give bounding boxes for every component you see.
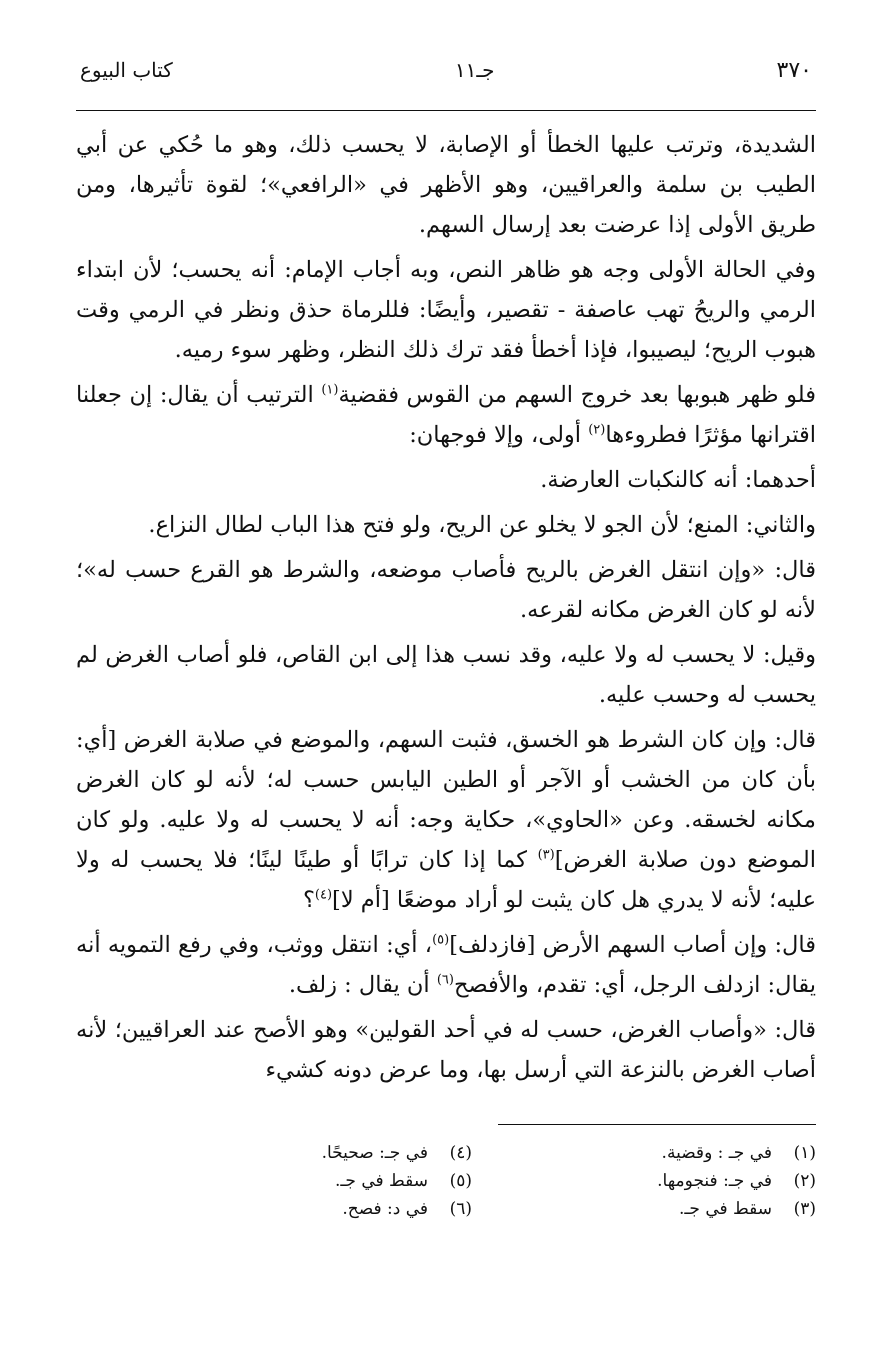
header-rule — [76, 110, 816, 111]
footnote — [546, 1167, 816, 1195]
paragraph-text: قال: «وأصاب الغرض، حسب له في أحد القولين» وهو الأصح عند العراقيين؛ لأنه أصاب الغرض بالنزعة التي أرسل بها، وما عرض دونه كشيء — [76, 1017, 816, 1083]
footnote — [546, 1195, 816, 1223]
paragraph-text: كما إذا كان ترابًا أو طينًا لينًا؛ فلا يحسب له ولا عليه؛ لأنه لا يدري هل كان يثبت لو أراد موضعًا [أم لا] — [76, 847, 816, 913]
paragraph-text: أن يقال : زلف. — [288, 972, 437, 998]
paragraph-text: أولى، وإلا فوجهان: — [409, 422, 589, 448]
footnote — [546, 1139, 816, 1167]
paragraph-text: وفي الحالة الأولى وجه هو ظاهر النص، وبه أجاب الإمام: أنه يحسب؛ لأن ابتداء الرمي والريحُ تهب عاصفة - تقصير، وأيضًا: فللرماة حذق ونظر في الرمي وقت هبوب الريح؛ ليصيبوا، فإذا أخطأ فقد ترك ذلك النظر، وظهر سوء رميه. — [76, 257, 816, 363]
paragraph-text: ؟ — [302, 887, 315, 913]
paragraph — [76, 635, 816, 715]
footnote-ref: (٣) — [537, 847, 555, 863]
paragraph-text: والثاني: المنع؛ لأن الجو لا يخلو عن الريح، ولو فتح هذا الباب لطال النزاع. — [148, 512, 816, 538]
paragraph — [76, 125, 816, 245]
footnote-text: في جـ : وقضية. — [661, 1143, 772, 1163]
paragraph — [76, 505, 816, 545]
footnote-number: (٦) — [449, 1199, 472, 1219]
footnote-text: في جـ: فنجومها. — [657, 1171, 772, 1191]
footnote — [202, 1195, 472, 1223]
footnote-column — [546, 1139, 816, 1223]
footnote-ref: (٤) — [314, 887, 333, 903]
footnote-text: سقط في جـ. — [335, 1171, 428, 1191]
paragraph-text: فلو ظهر هبوبها بعد خروج السهم من القوس فقضية — [338, 382, 816, 408]
footnote-number: (٤) — [449, 1143, 472, 1163]
footnote-text: سقط في جـ. — [679, 1199, 772, 1219]
paragraph — [76, 460, 816, 500]
paragraph-text: قال: «وإن انتقل الغرض بالريح فأصاب موضعه، والشرط هو القرع حسب له»؛ لأنه لو كان الغرض مكانه لقرعه. — [76, 557, 816, 623]
footnote-number: (١) — [793, 1143, 816, 1163]
paragraph — [76, 550, 816, 630]
page-number: ٣٧٠ — [776, 58, 812, 83]
paragraph-text: الشديدة، وترتب عليها الخطأ أو الإصابة، لا يحسب ذلك، وهو ما حُكي عن أبي الطيب بن سلمة والعراقيين، وهو الأظهر في «الرافعي»؛ لقوة تأثيرها، ومن طريق الأولى إذا عرضت بعد إرسال السهم. — [76, 132, 816, 238]
running-head — [76, 58, 816, 98]
footnote-column — [202, 1139, 472, 1223]
footnote-text: في جـ: صحيحًا. — [321, 1143, 428, 1163]
footnote-text: في د: فصح. — [342, 1199, 428, 1219]
footnotes — [76, 1139, 816, 1223]
main-text — [76, 125, 816, 1090]
paragraph — [76, 1010, 816, 1090]
paragraph-text: وقيل: لا يحسب له ولا عليه، وقد نسب هذا إلى ابن القاص، فلو أصاب الغرض لم يحسب له وحسب عليه. — [76, 642, 816, 708]
book-title: كتاب البيوع — [80, 58, 173, 82]
paragraph-text: ، أي: انتقل ووثب، وفي رفع التمويه أنه يقال: ازدلف الرجل، أي: تقدم، والأفصح — [76, 932, 816, 998]
footnote-ref: (١) — [321, 382, 339, 398]
footnote-ref: (٥) — [432, 932, 450, 948]
paragraph — [76, 375, 816, 455]
volume-label: جـ١١ — [454, 58, 495, 82]
footnote-rule — [498, 1124, 816, 1125]
paragraph-text: قال: وإن كان الشرط هو الخسق، فثبت السهم، والموضع في صلابة الغرض [أي: بأن كان من الخشب أو الآجر أو الطين اليابس حسب له؛ لأنه لو كان الغرض مكانه لخسقه. وعن «الحاوي»، حكاية وجه: أنه لا يحسب له ولا عليه. ولو كان الموضع دون صلابة الغرض] — [76, 727, 816, 873]
paragraph — [76, 720, 816, 920]
paragraph — [76, 925, 816, 1005]
footnote — [202, 1167, 472, 1195]
footnote-ref: (٢) — [588, 422, 606, 438]
footnote-number: (٢) — [793, 1171, 816, 1191]
paragraph — [76, 250, 816, 370]
footnote-ref: (٦) — [436, 972, 454, 988]
paragraph-text: أحدهما: أنه كالنكبات العارضة. — [540, 467, 816, 493]
footnote-number: (٣) — [793, 1199, 816, 1219]
footnote-number: (٥) — [449, 1171, 472, 1191]
paragraph-text: قال: وإن أصاب السهم الأرض [فازدلف] — [449, 932, 816, 958]
page — [76, 58, 816, 1223]
footnote — [202, 1139, 472, 1167]
paragraph-text: الترتيب أن يقال: إن جعلنا اقترانها مؤثرًا فطروءها — [76, 382, 816, 448]
